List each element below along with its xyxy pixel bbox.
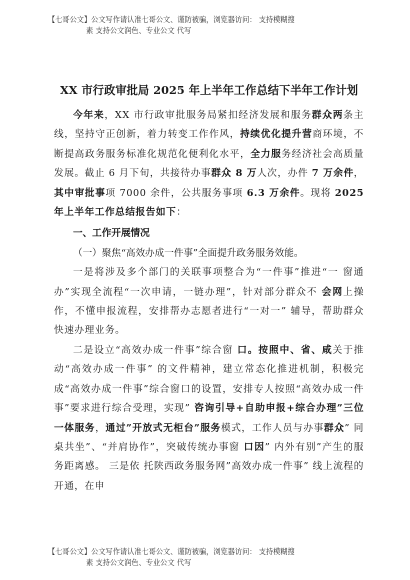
bold-text-run: 全力服 [250,148,282,160]
document-body [54,82,364,496]
text-run: 二是设立“高效办成一件事”综合窗 [73,344,238,356]
bold-text-run: 2025 年上半年工作总结报告如下 [54,187,364,219]
text-run: 上操作，不懂申报流程，安排帮办志愿者进行“一对一” 辅导，帮助群众快速办理业务。 [54,286,365,337]
watermark-line-2: 素 支持公文润色、专业公文 代写 [86,558,192,567]
text-run: 条主线，坚持守正创新，着力转变工作作风， [54,110,364,141]
text-run: ，XX 市行政审批服务局紧扣经济发展和服务 [104,110,312,121]
bold-text-run: 群众 [323,422,345,434]
text-run: ， [95,422,106,434]
watermark-footer [48,546,368,568]
bold-text-run: 口。按照中、省、咸 [237,344,333,356]
bold-text-run: 口因 [243,441,265,453]
bold-text-run: 咨询引导+自助申报+综合办理”三位一体服务 [54,403,365,434]
watermark-header [48,14,368,36]
bold-text-run: 持续优化提升营 [240,129,313,141]
text-run: ” 同桌共坐”、“并肩协作”，突破传统办事窗 [54,422,364,453]
paragraph-1 [54,263,364,341]
watermark-line-2: 素 支持公文润色、专业公文 代写 [86,26,192,35]
paragraph-2 [54,341,364,496]
watermark-line-1: 【七哥公文】公文写作请认准七哥公文、谨防被骗，浏览器访问： 支持模糊搜 [48,15,295,24]
bold-text-run: 7 万余件 [311,168,354,180]
text-run: 模式，工作人员与办事 [220,422,324,434]
bold-text-run: 6.3 万余件 [246,187,301,199]
bold-text-run: 会网 [321,286,344,298]
intro-paragraph [54,106,364,222]
text-run: 人次，办件 [257,168,312,180]
text-run: ” 内外有别”产生的服务距离感。 三是依 托陕西政务服务网”高效办成一件事” 线上流程的开通，在申 [54,441,364,492]
bold-text-run: 今年来 [73,110,105,121]
text-run: ， [353,168,364,180]
text-run: 关于推动“高效办成一件事” 的文件精神，建立常态化推进机制，积极完成“高效办成一件事”综合窗口的设置，安排专人按照“高效办成一件事”要求进行综合受理，实现” [54,344,364,415]
bold-text-run: 群众 8 万 [211,168,258,180]
watermark-line-1: 【七哥公文】公文写作请认准七哥公文、谨防被骗，浏览器访问： 支持模糊搜 [48,547,295,556]
text-run: 商环境，不断提高政务服务标准化规范化便利化水平， [54,129,364,160]
text-run: 项 7000 余件，公共服务事项 [105,187,247,199]
text-run: ： [176,207,187,219]
text-run: 务经济社会高质量发展。截止 6 月下旬，共接待办事 [54,148,364,180]
bold-text-run: 通过”开放式无柜台”服务 [105,422,221,434]
document-title: XX 市行政审批局 2025 年上半年工作总结下半年工作计划 [59,83,359,97]
subheading: （一）聚焦“高效办成一件事”全面提升政务服务效能。 [73,247,304,259]
bold-text-run: 群众两 [311,110,344,121]
text-run: 。现将 [300,187,335,199]
text-run: 一是将涉及多个部门的关联事项整合为“一件事”推进“一 窗通办”实现全流程“一次申请，一链办理”，针对部分群众不 [54,267,364,298]
section-heading: 一、工作开展情况 [73,228,150,240]
bold-text-run: 其中审批事 [54,187,106,199]
